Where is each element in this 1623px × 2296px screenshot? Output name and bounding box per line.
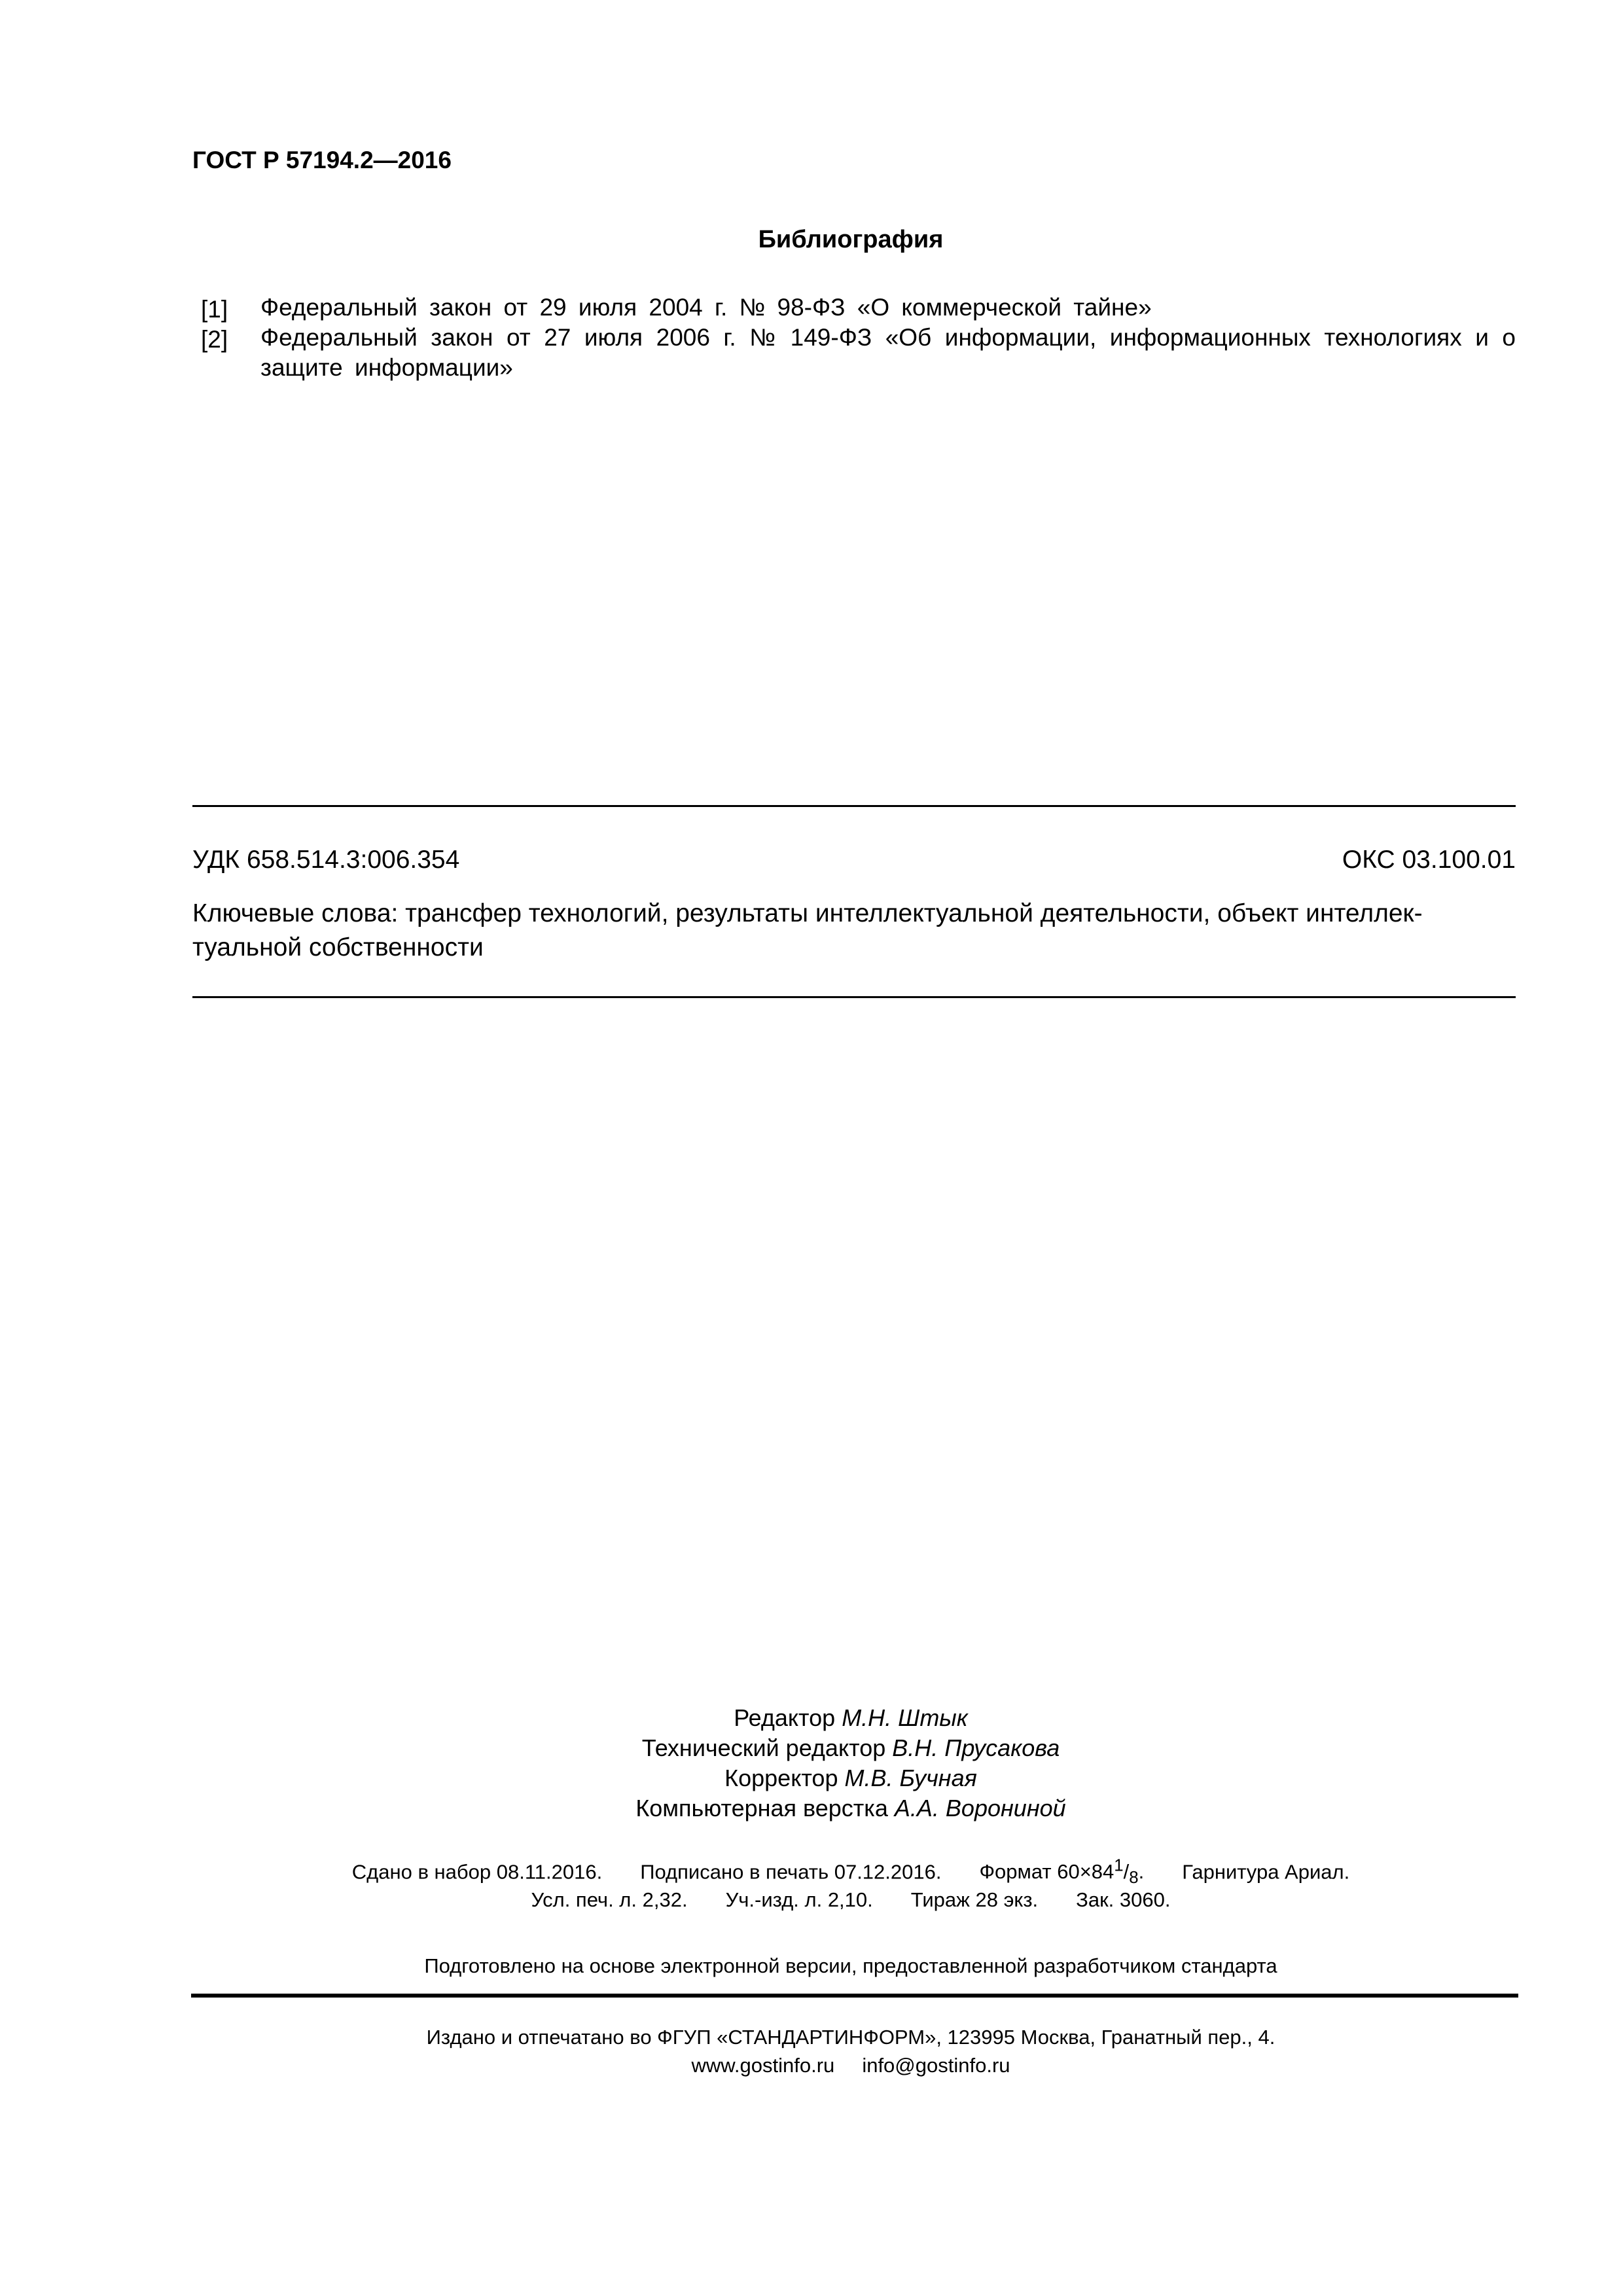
editor-name: М.Н. Штык xyxy=(842,1704,968,1731)
corrector-line xyxy=(0,1763,1623,1793)
reference-text: Федеральный закон от 29 июля 2004 г. № 98-ФЗ «О коммерческой тайне» xyxy=(260,294,1152,321)
publisher-website[interactable]: www.gostinfo.ru xyxy=(691,2054,835,2077)
editor-line xyxy=(0,1703,1623,1733)
typeface: Гарнитура Ариал. xyxy=(1182,1860,1350,1884)
divider-line xyxy=(192,805,1516,807)
publisher-contacts xyxy=(0,2051,1623,2079)
format-numerator: 1 xyxy=(1114,1857,1124,1875)
publication-sheets: Уч.-изд. л. 2,10. xyxy=(725,1888,873,1911)
oks-code: ОКС 03.100.01 xyxy=(1342,846,1516,874)
tech-editor-name: В.Н. Прусакова xyxy=(892,1734,1060,1761)
corrector-role: Корректор xyxy=(724,1765,838,1791)
document-code: ГОСТ Р 57194.2—2016 xyxy=(192,147,452,173)
paper-format: Формат $60\times 84^1/_8$. xyxy=(979,1857,1145,1888)
reference-number: [1] xyxy=(201,296,228,323)
publisher-line: Издано и отпечатано во ФГУП «СТАНДАРТИНФОРМ», 123995 Москва, Гранатный пер., 4. xyxy=(426,2026,1275,2049)
print-info-line-1 xyxy=(0,1857,1623,1888)
prepared-note: Подготовлено на основе электронной версии, предоставленной разработчиком стандарта xyxy=(424,1954,1277,1977)
editor-role: Редактор xyxy=(734,1704,836,1731)
layout-name: А.А. Ворониной xyxy=(894,1795,1066,1821)
order-number: Зак. 3060. xyxy=(1076,1888,1171,1911)
divider-line xyxy=(192,996,1516,998)
reference-text: Федеральный закон от 27 июля 2006 г. № 149-ФЗ «Об информации, информационных технологиях и о защите информации» xyxy=(260,324,1516,381)
format-prefix: Формат 60×84 xyxy=(979,1860,1115,1884)
publisher-email[interactable]: info@gostinfo.ru xyxy=(862,2054,1010,2077)
divider-line-thick xyxy=(191,1994,1518,1998)
format-suffix: . xyxy=(1138,1860,1145,1884)
tech-editor-role: Технический редактор xyxy=(641,1734,886,1761)
keywords: Ключевые слова: трансфер технологий, результаты интеллектуальной деятельности, объект интеллек-туальной собственности xyxy=(192,899,1423,961)
signed-date: Подписано в печать 07.12.2016. xyxy=(640,1860,942,1884)
print-sheets: Усл. печ. л. 2,32. xyxy=(531,1888,688,1911)
corrector-name: М.В. Бучная xyxy=(844,1765,977,1791)
print-run: Тираж 28 экз. xyxy=(910,1888,1039,1911)
layout-role: Компьютерная верстка xyxy=(635,1795,888,1821)
tech-editor-line xyxy=(0,1733,1623,1763)
typeset-date: Сдано в набор 08.11.2016. xyxy=(351,1860,603,1884)
credits-block xyxy=(0,1703,1623,1823)
print-info-line-2 xyxy=(0,1888,1623,1912)
bibliography-title: Библиография xyxy=(758,226,944,253)
udk-code: УДК 658.514.3:006.354 xyxy=(192,846,460,874)
layout-line xyxy=(0,1793,1623,1823)
reference-number: [2] xyxy=(201,326,228,353)
format-denominator: 8 xyxy=(1129,1869,1139,1888)
publisher-block xyxy=(0,2023,1623,2079)
